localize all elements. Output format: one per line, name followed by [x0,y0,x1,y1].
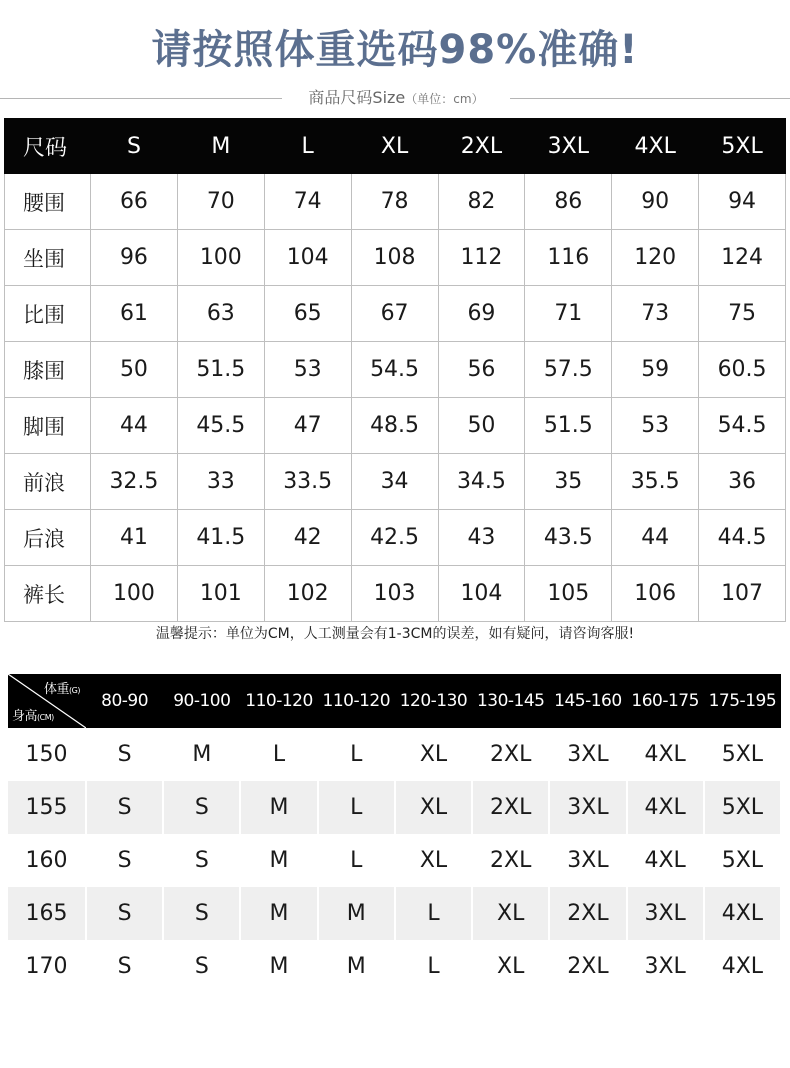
measurement-value: 103 [351,566,438,622]
recommended-size: 2XL [472,728,549,781]
measurement-value: 42.5 [351,510,438,566]
measurement-value: 33.5 [264,454,351,510]
measurement-value: 54.5 [699,398,786,454]
recommended-size: M [240,940,317,993]
measurement-value: 44 [91,398,178,454]
table-row [5,566,786,622]
measurement-value: 104 [438,566,525,622]
recommended-size: 4XL [627,728,704,781]
header-cell: M [177,119,264,174]
measurement-value: 116 [525,230,612,286]
measurement-value: 44 [612,510,699,566]
measurement-label: 比围 [5,286,91,342]
height-label: 155 [8,781,86,834]
recommended-size: 5XL [704,834,781,887]
recommended-size: M [240,887,317,940]
measurement-value: 73 [612,286,699,342]
weight-header-cell: 120-130 [395,674,472,728]
corner-weight-unit: (G) [69,686,80,695]
recommended-size: L [395,940,472,993]
measurement-value: 124 [699,230,786,286]
measurement-value: 34 [351,454,438,510]
weight-header-cell: 110-120 [240,674,317,728]
recommended-size: M [163,728,240,781]
measurement-value: 35.5 [612,454,699,510]
measurement-value: 34.5 [438,454,525,510]
divider-left [0,98,282,99]
measurement-value: 78 [351,174,438,230]
recommended-size: 4XL [627,781,704,834]
recommended-size: 3XL [549,781,626,834]
weight-header-cell: 110-120 [318,674,395,728]
table-row [5,342,786,398]
measurement-label: 裤长 [5,566,91,622]
measurement-value: 50 [438,398,525,454]
measurement-value: 86 [525,174,612,230]
subtitle [282,86,510,111]
measurement-value: 65 [264,286,351,342]
measurement-value: 100 [91,566,178,622]
weight-table-header-row [8,674,781,728]
header-cell: 3XL [525,119,612,174]
divider-right [510,98,790,99]
recommended-size: S [163,940,240,993]
header-cell: S [91,119,178,174]
table-row [8,834,781,887]
measurement-value: 105 [525,566,612,622]
measurement-value: 53 [612,398,699,454]
measurement-value: 35 [525,454,612,510]
corner-weight-text: 体重 [44,682,70,697]
measurement-value: 36 [699,454,786,510]
measurement-label: 膝围 [5,342,91,398]
header-cell: 5XL [699,119,786,174]
header-cell: 2XL [438,119,525,174]
measurement-value: 100 [177,230,264,286]
measurement-value: 69 [438,286,525,342]
measurement-value: 32.5 [91,454,178,510]
measurement-label: 前浪 [5,454,91,510]
subtitle-main: 商品尺码Size [308,88,406,107]
recommended-size: M [240,834,317,887]
measurement-value: 96 [91,230,178,286]
table-row [8,940,781,993]
measurement-value: 57.5 [525,342,612,398]
measurement-value: 45.5 [177,398,264,454]
measurement-value: 60.5 [699,342,786,398]
measurement-value: 33 [177,454,264,510]
measurement-note: 温馨提示：单位为CM，人工测量会有1-3CM的误差，如有疑问，请咨询客服! [155,626,635,642]
table-row [5,174,786,230]
recommended-size: S [163,834,240,887]
measurement-value: 67 [351,286,438,342]
recommended-size: M [240,781,317,834]
subtitle-unit: （单位：cm） [405,92,484,106]
recommended-size: M [318,940,395,993]
recommended-size: L [318,728,395,781]
weight-size-table [8,674,782,993]
measurement-value: 90 [612,174,699,230]
measurement-value: 51.5 [525,398,612,454]
recommended-size: XL [395,728,472,781]
recommended-size: 4XL [704,887,781,940]
measurement-value: 107 [699,566,786,622]
recommended-size: 2XL [549,887,626,940]
corner-height-unit: (CM) [37,713,54,722]
measurement-value: 43.5 [525,510,612,566]
measurement-value: 47 [264,398,351,454]
recommended-size: S [86,834,163,887]
corner-height-label [12,705,54,724]
recommended-size: S [86,728,163,781]
weight-header-cell: 160-175 [627,674,704,728]
measurement-value: 61 [91,286,178,342]
page-title: 请按照体重选码98%准确! [151,27,639,73]
recommended-size: 2XL [472,834,549,887]
size-table-header-row [5,119,786,174]
subtitle-row [0,86,790,110]
table-row [5,454,786,510]
measurement-value: 41 [91,510,178,566]
measurement-value: 51.5 [177,342,264,398]
measurement-value: 44.5 [699,510,786,566]
measurement-value: 59 [612,342,699,398]
corner-height-text: 身高 [12,709,38,724]
measurement-value: 66 [91,174,178,230]
recommended-size: L [318,834,395,887]
measurement-value: 106 [612,566,699,622]
recommended-size: L [240,728,317,781]
recommended-size: XL [395,781,472,834]
table-row [8,887,781,940]
measurement-value: 50 [91,342,178,398]
recommended-size: S [86,887,163,940]
weight-header-cell: 80-90 [86,674,163,728]
recommended-size: 4XL [627,834,704,887]
height-label: 165 [8,887,86,940]
measurement-value: 53 [264,342,351,398]
header-cell: 尺码 [5,119,91,174]
measurement-value: 56 [438,342,525,398]
measurement-value: 112 [438,230,525,286]
measurement-value: 43 [438,510,525,566]
measurement-value: 54.5 [351,342,438,398]
recommended-size: S [163,887,240,940]
measurement-value: 82 [438,174,525,230]
table-row [5,286,786,342]
table-row [5,510,786,566]
measurement-value: 48.5 [351,398,438,454]
measurement-value: 63 [177,286,264,342]
measurement-label: 腰围 [5,174,91,230]
measurement-label: 后浪 [5,510,91,566]
header-cell: XL [351,119,438,174]
header-cell: L [264,119,351,174]
table-row [5,398,786,454]
height-label: 160 [8,834,86,887]
recommended-size: 4XL [704,940,781,993]
measurement-value: 41.5 [177,510,264,566]
measurement-value: 42 [264,510,351,566]
measurement-value: 75 [699,286,786,342]
measurement-label: 脚围 [5,398,91,454]
weight-header-cell: 175-195 [704,674,781,728]
measurement-value: 74 [264,174,351,230]
recommended-size: XL [395,834,472,887]
measurement-label: 坐围 [5,230,91,286]
measurement-value: 71 [525,286,612,342]
table-row [8,781,781,834]
measurement-value: 70 [177,174,264,230]
recommended-size: 3XL [549,834,626,887]
recommended-size: S [86,781,163,834]
recommended-size: L [318,781,395,834]
measurement-value: 102 [264,566,351,622]
height-label: 170 [8,940,86,993]
recommended-size: XL [472,940,549,993]
table-row [5,230,786,286]
recommended-size: 5XL [704,781,781,834]
recommended-size: S [163,781,240,834]
recommended-size: S [86,940,163,993]
corner-cell [8,674,86,728]
recommended-size: M [318,887,395,940]
recommended-size: XL [472,887,549,940]
corner-weight-label [44,678,80,697]
measurement-value: 120 [612,230,699,286]
measurement-value: 94 [699,174,786,230]
measurement-value: 101 [177,566,264,622]
table-row [8,728,781,781]
recommended-size: 5XL [704,728,781,781]
recommended-size: 2XL [549,940,626,993]
weight-header-cell: 90-100 [163,674,240,728]
weight-header-cell: 145-160 [549,674,626,728]
recommended-size: L [395,887,472,940]
measurement-value: 104 [264,230,351,286]
weight-header-cell: 130-145 [472,674,549,728]
recommended-size: 3XL [549,728,626,781]
height-label: 150 [8,728,86,781]
recommended-size: 3XL [627,887,704,940]
size-table [4,118,786,622]
recommended-size: 3XL [627,940,704,993]
recommended-size: 2XL [472,781,549,834]
measurement-value: 108 [351,230,438,286]
header-cell: 4XL [612,119,699,174]
